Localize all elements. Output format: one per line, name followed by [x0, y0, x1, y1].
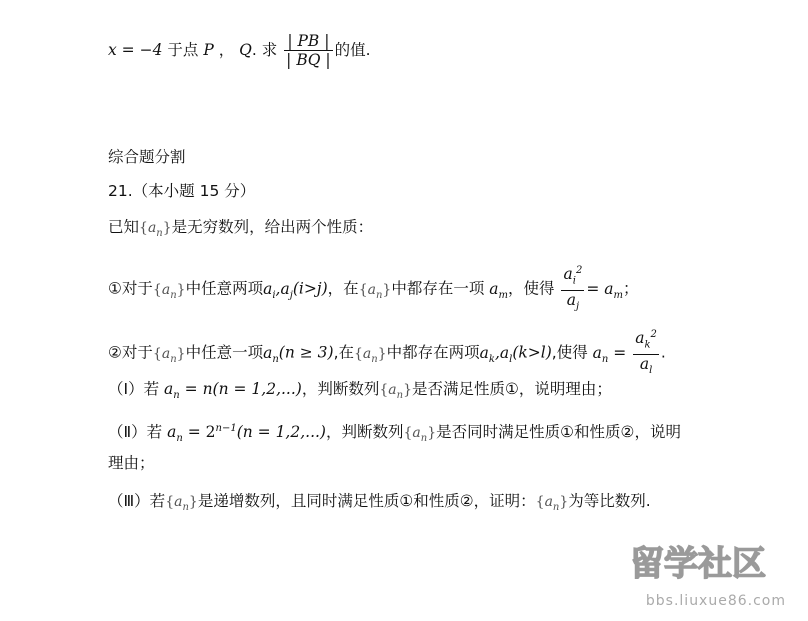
text: ；: [622, 279, 639, 298]
fraction-ak2-al: $\frac{a_k^2}{a_l}$: [633, 326, 659, 380]
text: ，: [218, 41, 235, 59]
section-title: 综合题分割: [108, 148, 186, 166]
fraction-numerator: | PB |: [284, 32, 332, 51]
seq-an: $\{a_n\}$: [379, 382, 413, 401]
fraction-ai2-aj: $\frac{a_i^2}{a_j}$: [561, 262, 584, 316]
term-an: $a_n$: [263, 343, 279, 365]
text: （Ⅲ）若: [108, 492, 166, 510]
text: .: [660, 343, 666, 362]
question-part-1: [108, 378, 612, 407]
text: 中都存在一项: [391, 279, 485, 298]
term-am: $a_m$: [489, 279, 509, 301]
text: ,在: [333, 343, 354, 362]
expression: n(n = 1,2,...): [202, 380, 302, 398]
watermark-logo: [630, 541, 790, 587]
watermark-url: bbs.liuxue86.com: [645, 593, 786, 609]
text: 已知: [108, 218, 140, 236]
watermark-logo-text: 留学社区: [630, 544, 766, 583]
math-x-eq: x = −4: [108, 41, 163, 59]
seq-an: $\{a_n\}$: [354, 345, 387, 365]
condition: (n ≥ 3): [278, 343, 334, 362]
given-line: [108, 216, 373, 245]
term-an: $a_n$ =: [167, 423, 201, 445]
seq-an: $\{a_n\}$: [535, 494, 569, 513]
term-ai: $a_i,a_j$: [263, 279, 293, 301]
continuation-line: [108, 32, 371, 69]
seq-an: $\{a_n\}$: [139, 220, 172, 239]
text: 中任意两项: [185, 279, 264, 298]
fraction-denominator: | BQ |: [286, 51, 331, 69]
text: 是否同时满足性质①和性质②，说明: [436, 423, 681, 442]
text: 为等比数列.: [568, 492, 651, 510]
power-exponent: n−1: [215, 423, 237, 434]
seq-an: $\{a_n\}$: [358, 281, 392, 301]
power-base: 2: [205, 423, 216, 442]
text: 是递增数列，且同时满足性质①和性质②，证明：: [197, 492, 536, 510]
text: ，判断数列: [301, 380, 380, 398]
seq-an: $\{a_n\}$: [152, 281, 186, 301]
text: （Ⅱ）若: [108, 423, 163, 442]
text: . 求: [251, 41, 278, 59]
seq-an: $\{a_n\}$: [165, 494, 198, 513]
text: 是无穷数列，给出两个性质：: [171, 218, 374, 236]
text: 于点: [167, 41, 199, 59]
text: ，使得: [508, 279, 555, 298]
text: 中任意一项: [185, 343, 264, 362]
terms-ak-al: $a_k,a_l$: [479, 343, 513, 365]
term-an: $a_n$ =: [592, 343, 627, 365]
point-q: Q: [239, 41, 252, 59]
point-p: P: [203, 41, 214, 59]
expression: (n = 1,2,...): [236, 423, 326, 442]
text: 的值.: [334, 41, 371, 59]
text: （Ⅰ）若: [108, 380, 160, 398]
seq-an: $\{a_n\}$: [152, 345, 186, 365]
term-an: $a_n$ =: [164, 380, 198, 402]
condition: (k>l): [512, 343, 552, 362]
text: ，在: [327, 279, 359, 298]
text: ,使得: [551, 343, 588, 362]
property-2: [108, 326, 666, 380]
text: 是否满足性质①，说明理由；: [412, 380, 612, 398]
question-part-2: [108, 418, 681, 450]
text: ，判断数列: [325, 423, 404, 442]
text: ②对于: [108, 343, 153, 362]
text: ①对于: [108, 279, 153, 298]
fraction-pb-bq: [284, 32, 332, 69]
property-1: [108, 262, 638, 316]
question-part-3: [108, 490, 651, 519]
equals-am: = $a_m$: [586, 279, 623, 301]
text: 中都存在两项: [386, 343, 480, 362]
seq-an: $\{a_n\}$: [403, 425, 437, 444]
question-number: 21.（本小题 15 分）: [108, 182, 256, 200]
condition: (i>j): [292, 279, 328, 298]
question-part-2-cont: 理由；: [108, 454, 155, 472]
